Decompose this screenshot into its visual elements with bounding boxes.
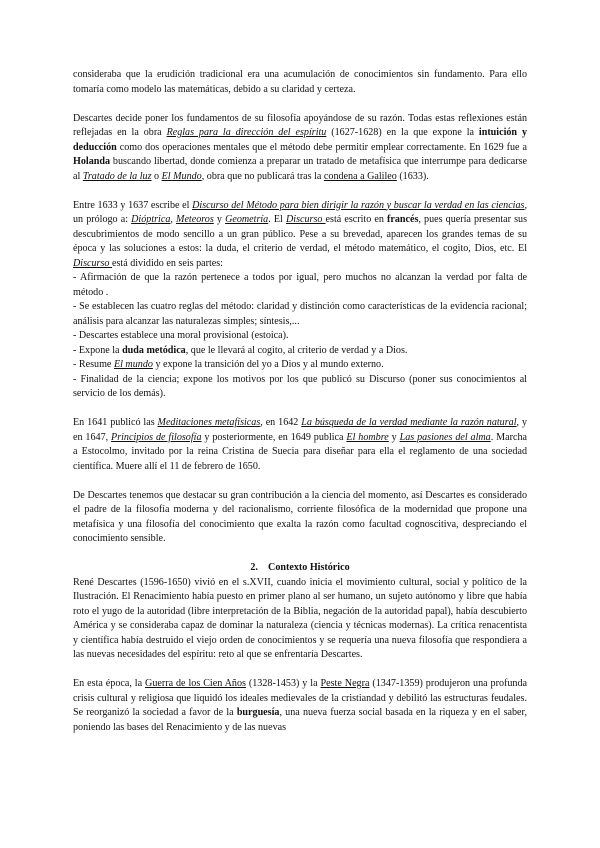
work-title-dioptrica[interactable]: Dióptrica bbox=[131, 214, 171, 225]
paragraph-gap bbox=[73, 97, 527, 112]
work-title-principios[interactable]: Principios de filosofía bbox=[111, 431, 202, 443]
text: Descartes decide poner los fundamentos de su filosofía apoyándose de su razón. Todas estas reflexiones están reflejadas en la obra bbox=[73, 112, 527, 138]
text: - Resume bbox=[73, 359, 114, 370]
paragraph-legacy bbox=[73, 489, 527, 547]
text: . Marcha a Estocolmo, invitado por la reina Cristina de Suecia para diseñar para ella el reglamento de una sociedad científica. Muere allí el 11 de febrero de 1650. bbox=[73, 431, 527, 472]
text: . El bbox=[268, 214, 286, 225]
text: está escrito en bbox=[325, 214, 388, 225]
work-title-el-hombre[interactable]: El hombre bbox=[346, 431, 389, 443]
discurso-parts-list bbox=[73, 271, 527, 402]
list-item: - Descartes establece una moral provisional (estoica). bbox=[73, 330, 289, 341]
list-item: - Afirmación de que la razón pertenece a todos por igual, pero muchos no alcanzan la verdad por falta de método . bbox=[73, 272, 527, 298]
text: , obra que no publicará tras la bbox=[201, 170, 324, 182]
section-title: Contexto Histórico bbox=[268, 562, 350, 573]
paragraph-reglas bbox=[73, 112, 527, 185]
paragraph-gap bbox=[73, 402, 527, 417]
work-title-tratado-luz[interactable]: Tratado de la luz bbox=[82, 170, 152, 182]
link-condena-galileo[interactable]: condena a Galileo bbox=[323, 170, 397, 182]
list-item bbox=[73, 344, 527, 359]
list-item: - Se establecen las cuatro reglas del método: claridad y distinción como características de la evidencia racional; análisis para alcanzar las naturalezas simples; síntesis,... bbox=[73, 301, 527, 327]
paragraph-context-text: René Descartes (1596-1650) vivió en el s.XVII, cuando inicia el movimiento cultural, social y político de la Ilustración. El Renacimiento había puesto en primer plano al ser humano, un sujeto autónomo y libre que había roto el yugo de la autoridad (libre interpretación de la Biblia, negación de la autoridad papal), había descubierto América y se consideraba capaz de dominar la naturaleza (ciencia y técnicas modernas). La crítica renacentista y científica había destruido el viejo orden de conocimientos y se requería una nueva filosofía que respondiera a las nuevas necesidades del espíritu: reto al que se enfrentaría Descartes. bbox=[73, 576, 527, 660]
work-title-discurso-metodo[interactable]: Discurso del Método para bien dirigir la razón y buscar la verdad en las ciencias bbox=[192, 199, 525, 211]
paragraph-intro-text: consideraba que la erudición tradicional era una acumulación de conocimientos sin fundamento. Para ello tomaría como modelo las matemáticas, debido a su claridad y certeza. bbox=[73, 69, 527, 95]
section-number: 2. bbox=[250, 562, 258, 573]
link-peste-negra[interactable]: Peste Negra bbox=[320, 678, 370, 689]
text: o bbox=[151, 170, 162, 182]
text: buscando libertad, donde comienza a preparar un tratado de metafísica que interrumpe para dedicarse al bbox=[73, 156, 527, 182]
work-title-discurso[interactable]: Discurso bbox=[285, 214, 326, 225]
paragraph-legacy-text: De Descartes tenemos que destacar su gran contribución a la ciencia del momento, así Descartes es considerado el padre de la filosofía moderna y del racionalismo, corriente filosófica de la modernidad que propone una metafísica y una filosofía del conocimiento que exalta la razón como facultad cognoscitiva, despreciando el conocimiento sensible. bbox=[73, 489, 527, 544]
work-title-geometria[interactable]: Geometría bbox=[225, 214, 269, 225]
work-title-el-mundo[interactable]: El Mundo bbox=[161, 170, 202, 182]
text: Entre 1633 y 1637 escribe el bbox=[73, 199, 193, 211]
paragraph-context bbox=[73, 576, 527, 663]
text: En esta época, la bbox=[73, 678, 146, 689]
text: , que le llevará al cogito, al criterio de verdad y a Dios. bbox=[185, 344, 408, 356]
text: y bbox=[213, 214, 226, 225]
text: , una nueva fuerza social basada en la riqueza y en el saber, poniendo las bases del Renacimiento y de las nuevas bbox=[73, 707, 527, 733]
paragraph-gap bbox=[73, 663, 527, 678]
text: (1347-1359) produjeron una profunda crisis cultural y religiosa que liquidó los ideales medievales de la cristiandad y debilitó las estructuras feudales. Se reorganizó la sociedad a favor de la bbox=[73, 678, 527, 718]
text: y bbox=[388, 431, 400, 443]
bold-term-duda-metodica: duda metódica bbox=[122, 344, 186, 356]
bold-term-frances: francés bbox=[387, 214, 419, 225]
paragraph-gap bbox=[73, 547, 527, 562]
text: está dividido en seis partes: bbox=[111, 257, 223, 269]
work-title-meditaciones[interactable]: Meditaciones metafísicas bbox=[157, 417, 261, 428]
text: , pues quería presentar sus descubrimientos de modo sencillo a un gran público. Pese a su brevedad, aparecen los grandes temas de su época y las soluciones a estos: la duda, el criterio de verdad, el método matemático, el cogito, Dios, etc. El bbox=[73, 214, 528, 254]
document-page bbox=[73, 68, 527, 735]
work-title-discurso[interactable]: Discurso bbox=[73, 257, 112, 269]
text: como dos operaciones mentales que el método debe permitir emplear correctamente. En 1629 fue a bbox=[116, 141, 527, 153]
text: - Expone la bbox=[73, 344, 123, 356]
paragraph-later-works bbox=[73, 416, 527, 474]
text: , bbox=[170, 214, 177, 225]
work-title-reglas[interactable]: Reglas para la dirección del espíritu bbox=[166, 127, 327, 138]
bold-term-intuicion: intuición y deducción bbox=[73, 127, 527, 153]
bold-term-burguesia: burguesía bbox=[236, 707, 280, 718]
paragraph-intro bbox=[73, 68, 527, 97]
work-title-pasiones-alma[interactable]: Las pasiones del alma bbox=[399, 431, 491, 443]
paragraph-gap bbox=[73, 184, 527, 199]
text: y expone la transición del yo a Dios y al mundo externo. bbox=[152, 359, 384, 370]
paragraph-gap bbox=[73, 474, 527, 489]
text: , un prólogo a: bbox=[73, 199, 527, 225]
list-item: - Finalidad de la ciencia; expone los motivos por los que publicó su Discurso (poner sus conocimientos al servicio de los demás). bbox=[73, 373, 527, 399]
text: , y en 1647, bbox=[73, 417, 527, 443]
text: (1328-1453) y la bbox=[245, 678, 321, 689]
list-item bbox=[73, 358, 527, 373]
text: (1633). bbox=[396, 170, 429, 182]
link-guerra-cien-anos[interactable]: Guerra de los Cien Años bbox=[145, 678, 246, 689]
paragraph-crisis bbox=[73, 677, 527, 735]
section-heading bbox=[73, 561, 527, 576]
work-title-meteoros[interactable]: Meteoros bbox=[176, 214, 214, 225]
work-title-busqueda-verdad[interactable]: La búsqueda de la verdad mediante la razón natural bbox=[301, 417, 517, 428]
text: (1627-1628) en la que expone la bbox=[326, 127, 479, 138]
bold-term-holanda: Holanda bbox=[73, 156, 111, 167]
text: En 1641 publicó las bbox=[73, 417, 158, 428]
text: , en 1642 bbox=[260, 417, 302, 428]
work-title-el-mundo[interactable]: El mundo bbox=[113, 359, 153, 370]
text: y posteriormente, en 1649 publica bbox=[201, 431, 347, 443]
paragraph-discurso bbox=[73, 199, 527, 272]
